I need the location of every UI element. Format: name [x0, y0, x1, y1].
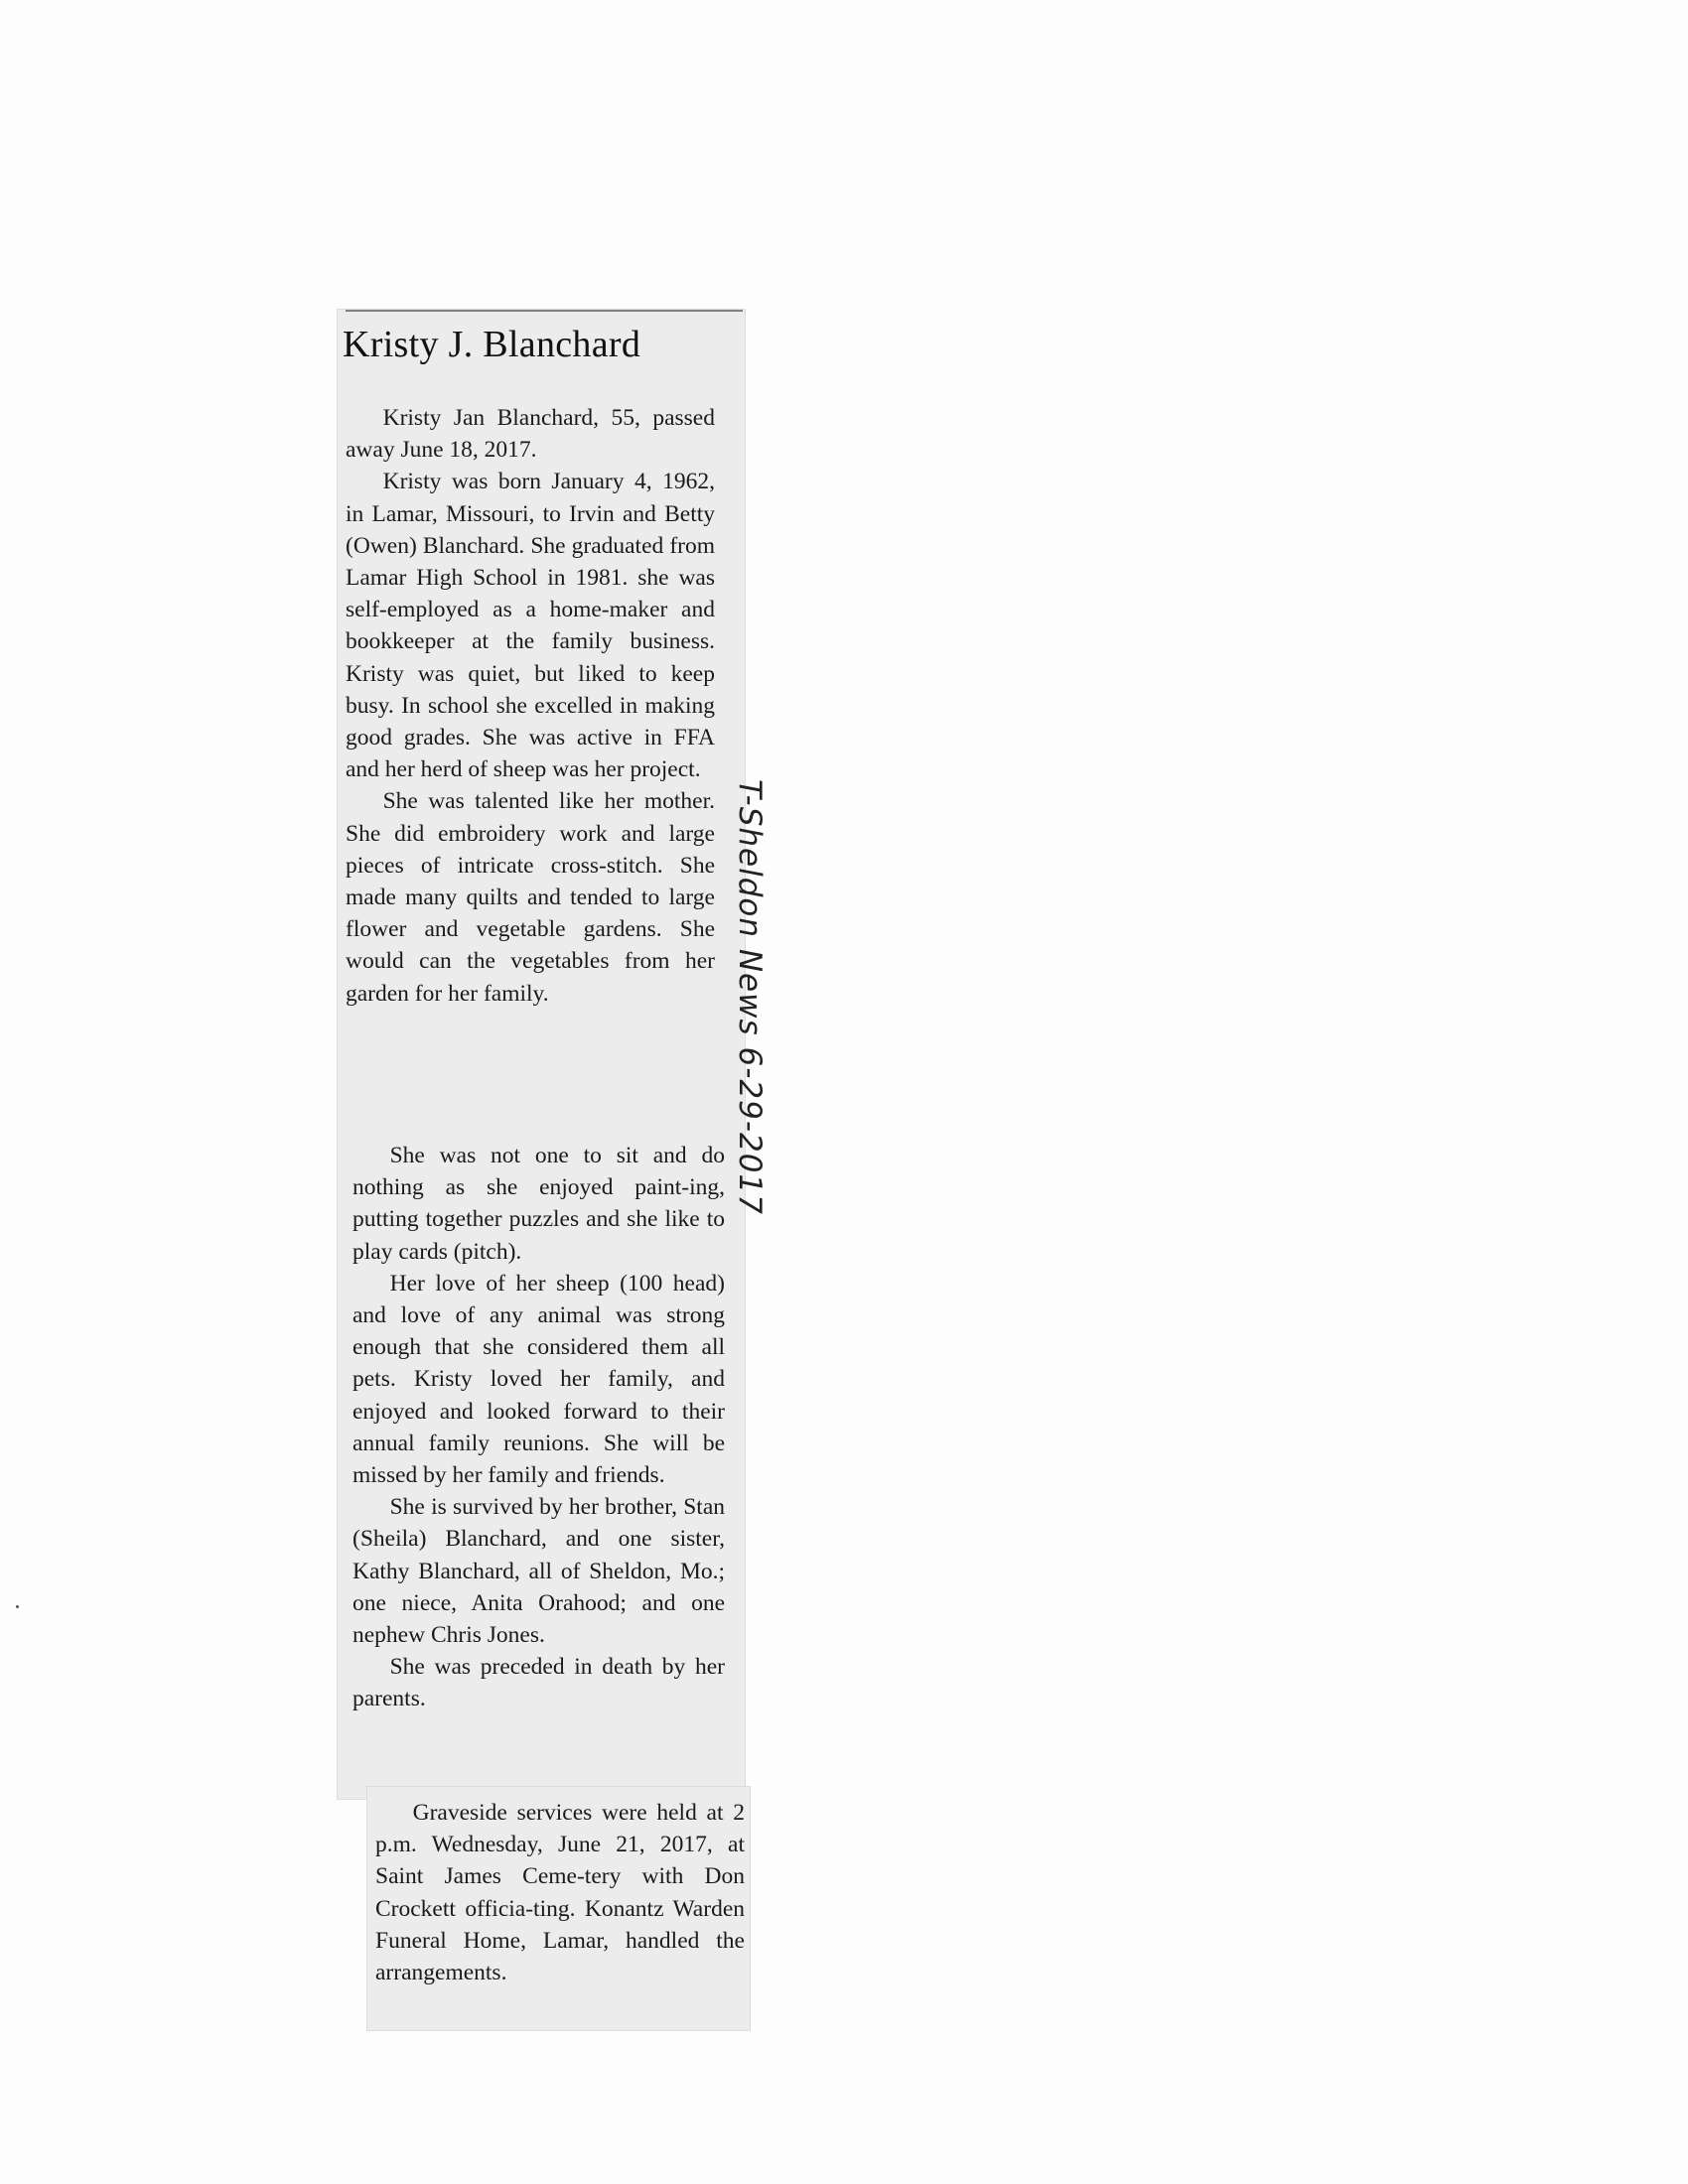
obituary-paragraph: Kristy was born January 4, 1962, in Lamar, Missouri, to Irvin and Betty (Owen) Blanchard. She graduated from Lamar High School in 1981. she was self-employed as a home-maker and bookkeeper at the family business. Kristy was quiet, but liked to keep busy. In school she excelled in making good grades. She was active in FFA and her herd of sheep was her project. — [346, 469, 715, 783]
obituary-column-bottom — [375, 1797, 745, 1988]
obituary-paragraph: Her love of her sheep (100 head) and love of any animal was strong enough that she considered them all pets. Kristy loved her family, and enjoyed and looked forward to their annual family reunions. She will be missed by her family and friends. — [352, 1270, 725, 1489]
obituary-paragraph: She is survived by her brother, Stan (Sheila) Blanchard, and one sister, Kathy Blanchard, all of Sheldon, Mo.; one niece, Anita Orahood; and one nephew Chris Jones. — [352, 1494, 725, 1649]
handwritten-source-note — [732, 779, 774, 1335]
handwritten-note-text: T-Sheldon News 6-29-2017 — [732, 779, 768, 1215]
obituary-paragraph: She was preceded in death by her parents. — [352, 1654, 725, 1712]
obituary-paragraph: She was talented like her mother. She did embroidery work and large pieces of intricate cross-stitch. She made many quilts and tended to large flower and vegetable gardens. She would can the vegetables from her garden for her family. — [346, 788, 715, 1007]
obituary-paragraph: Kristy Jan Blanchard, 55, passed away June 18, 2017. — [346, 405, 715, 464]
obituary-column-top — [346, 402, 715, 1010]
obituary-headline: Kristy J. Blanchard — [343, 324, 641, 365]
obituary-paragraph: Graveside services were held at 2 p.m. Wednesday, June 21, 2017, at Saint James Ceme-tery with Don Crockett officia-ting. Konantz Warden Funeral Home, Lamar, handled the arrangements. — [375, 1800, 745, 1986]
clipping-top-rule — [346, 310, 743, 312]
obituary-paragraph: She was not one to sit and do nothing as she enjoyed paint-ing, putting together puzzles and she like to play cards (pitch). — [352, 1143, 725, 1265]
scan-speck — [16, 1605, 19, 1608]
obituary-column-middle — [352, 1140, 725, 1715]
